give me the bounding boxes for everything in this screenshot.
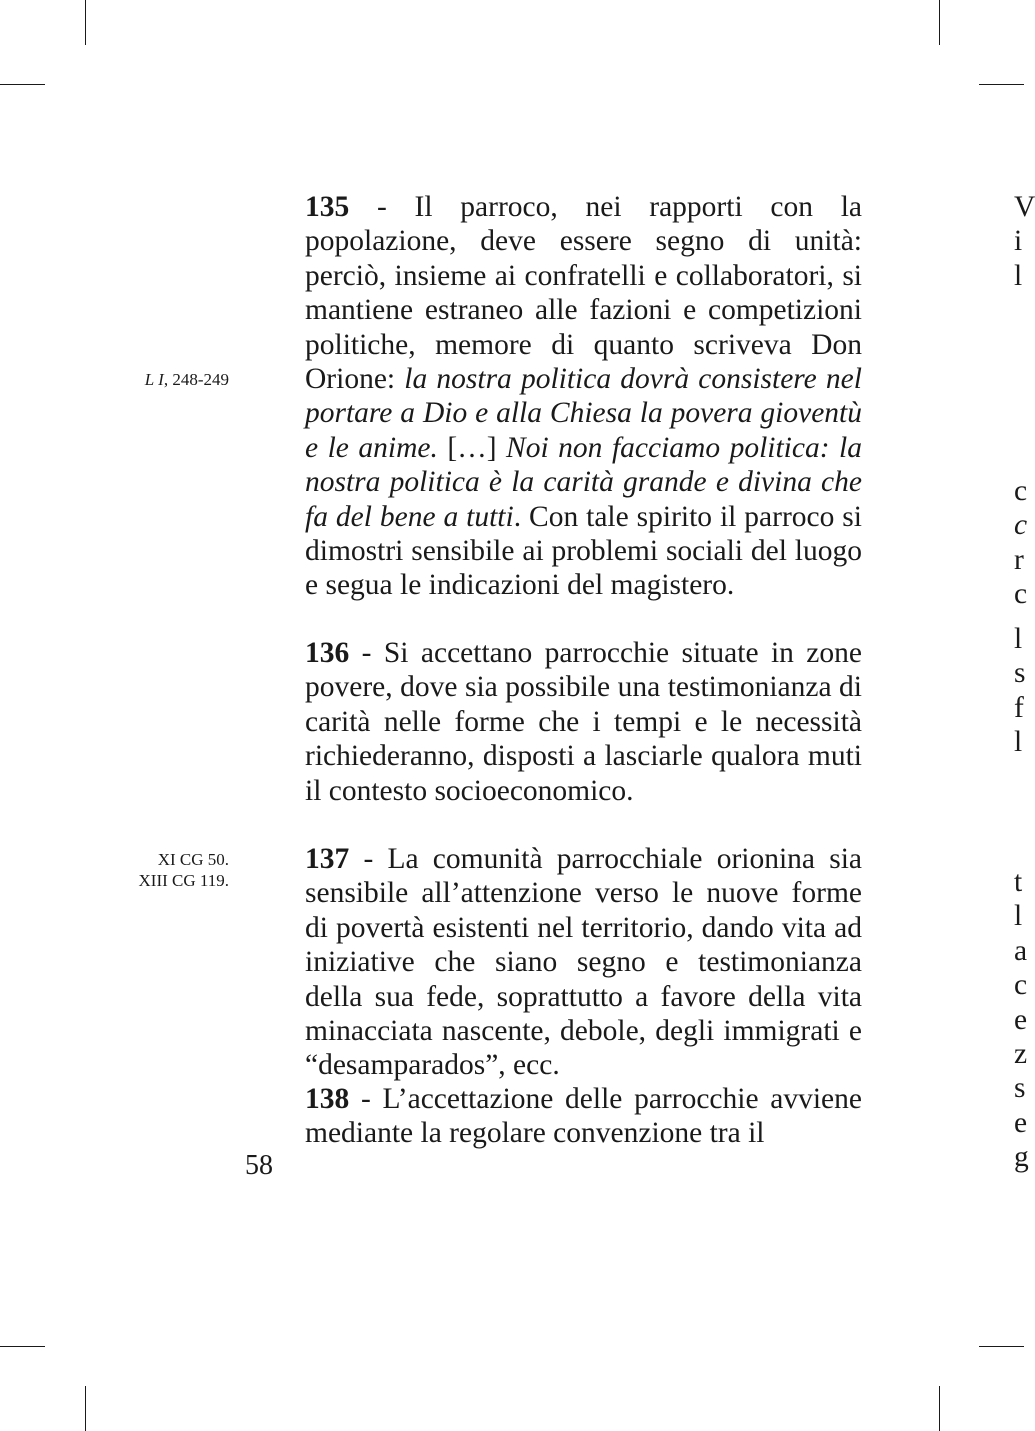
facing-page-column <box>1014 865 1029 1175</box>
crop-mark-right-bottom <box>979 1346 1024 1347</box>
paragraph-138 <box>245 1082 862 1151</box>
margin-note-source: L I <box>144 370 164 389</box>
facing-letter: s <box>1014 1072 1026 1105</box>
facing-letter: l <box>1014 900 1023 933</box>
facing-page-column <box>1014 622 1025 760</box>
margin-note-135 <box>145 369 229 390</box>
margin-note-line: XI CG 50. <box>157 850 229 869</box>
crop-mark-left-top <box>0 84 45 85</box>
facing-letter: c <box>1014 509 1028 542</box>
paragraph-text: - Si accettano parrocchie situate in zone povere, dove sia possibile una testimonianza di carità nelle forme che i tempi e le necessità richiederanno, disposti a lasciarle qualora muti il contesto socioeconomico. <box>305 637 862 807</box>
facing-letter: z <box>1014 1038 1028 1071</box>
facing-letter: l <box>1014 726 1023 759</box>
page-number: 58 <box>245 1150 273 1181</box>
paragraph-number: 137 <box>305 843 350 875</box>
paragraph-text: . Con tale spirito il parroco si dimostri sensibile ai problemi sociali del luogo e segua le indicazioni del magistero. <box>305 500 862 602</box>
facing-letter: t <box>1014 866 1023 898</box>
facing-letter: c <box>1014 578 1028 611</box>
facing-page-column <box>1014 190 1035 293</box>
crop-mark-top-left <box>85 0 86 45</box>
facing-letter: e <box>1014 1003 1028 1036</box>
paragraph-text: - L’accettazione delle parrocchie avviene mediante la regolare convenzione tra il <box>305 1083 862 1150</box>
facing-letter: e <box>1014 1106 1028 1139</box>
facing-letter: i <box>1014 225 1023 258</box>
facing-letter: V <box>1014 191 1035 223</box>
crop-mark-top-right <box>939 0 940 45</box>
margin-note-line: XIII CG 119. <box>138 871 229 890</box>
margin-note-137 <box>139 849 230 891</box>
facing-letter: c <box>1014 969 1028 1002</box>
paragraph-number: 136 <box>305 637 350 669</box>
crop-mark-right-top <box>979 84 1024 85</box>
facing-letter: a <box>1014 934 1028 967</box>
facing-letter: l <box>1014 623 1023 655</box>
facing-letter: g <box>1014 1141 1029 1174</box>
paragraph-136 <box>245 636 862 808</box>
crop-mark-left-bottom <box>0 1346 45 1347</box>
ellipsis: […] <box>437 431 507 464</box>
quote-italic: Noi non facciamo politica: la nostra politica è la carità grande e divina che fa del bene a tutti <box>305 431 862 533</box>
paragraph-text: - La comunità parrocchiale orionina sia sensibile all’attenzione verso le nuove forme di povertà esistenti nel territorio, dando vita ad iniziative che siano segno e testimonianza della sua fede, soprattutto a favore della vita minacciata nascente, debole, degli immigrati e “desamparados”, ecc. <box>305 843 862 1082</box>
crop-mark-bottom-left <box>85 1386 86 1431</box>
paragraph-number: 135 <box>305 191 350 223</box>
facing-letter: r <box>1014 543 1024 576</box>
crop-mark-bottom-right <box>939 1386 940 1431</box>
facing-page-column <box>1014 474 1027 612</box>
paragraph-text: - Il parroco, nei rapporti con la popolazione, deve essere segno di unità: perciò, insieme ai confratelli e collaboratori, si mantiene estraneo alle fazioni e competizioni politiche, memore di quanto scriveva Don Orione: <box>305 191 862 396</box>
facing-letter: f <box>1014 691 1024 724</box>
quote-italic: la nostra politica dovrà consistere nel portare a Dio e alla Chiesa la povera gioventù e le anime. <box>305 363 862 464</box>
facing-letter: c <box>1014 475 1028 507</box>
paragraph-number: 138 <box>305 1083 350 1115</box>
paragraph-135 <box>245 190 862 603</box>
facing-letter: s <box>1014 657 1026 690</box>
paragraph-137 <box>245 842 862 1083</box>
margin-note-pages: , 248-249 <box>163 370 229 389</box>
facing-letter: l <box>1014 259 1023 292</box>
